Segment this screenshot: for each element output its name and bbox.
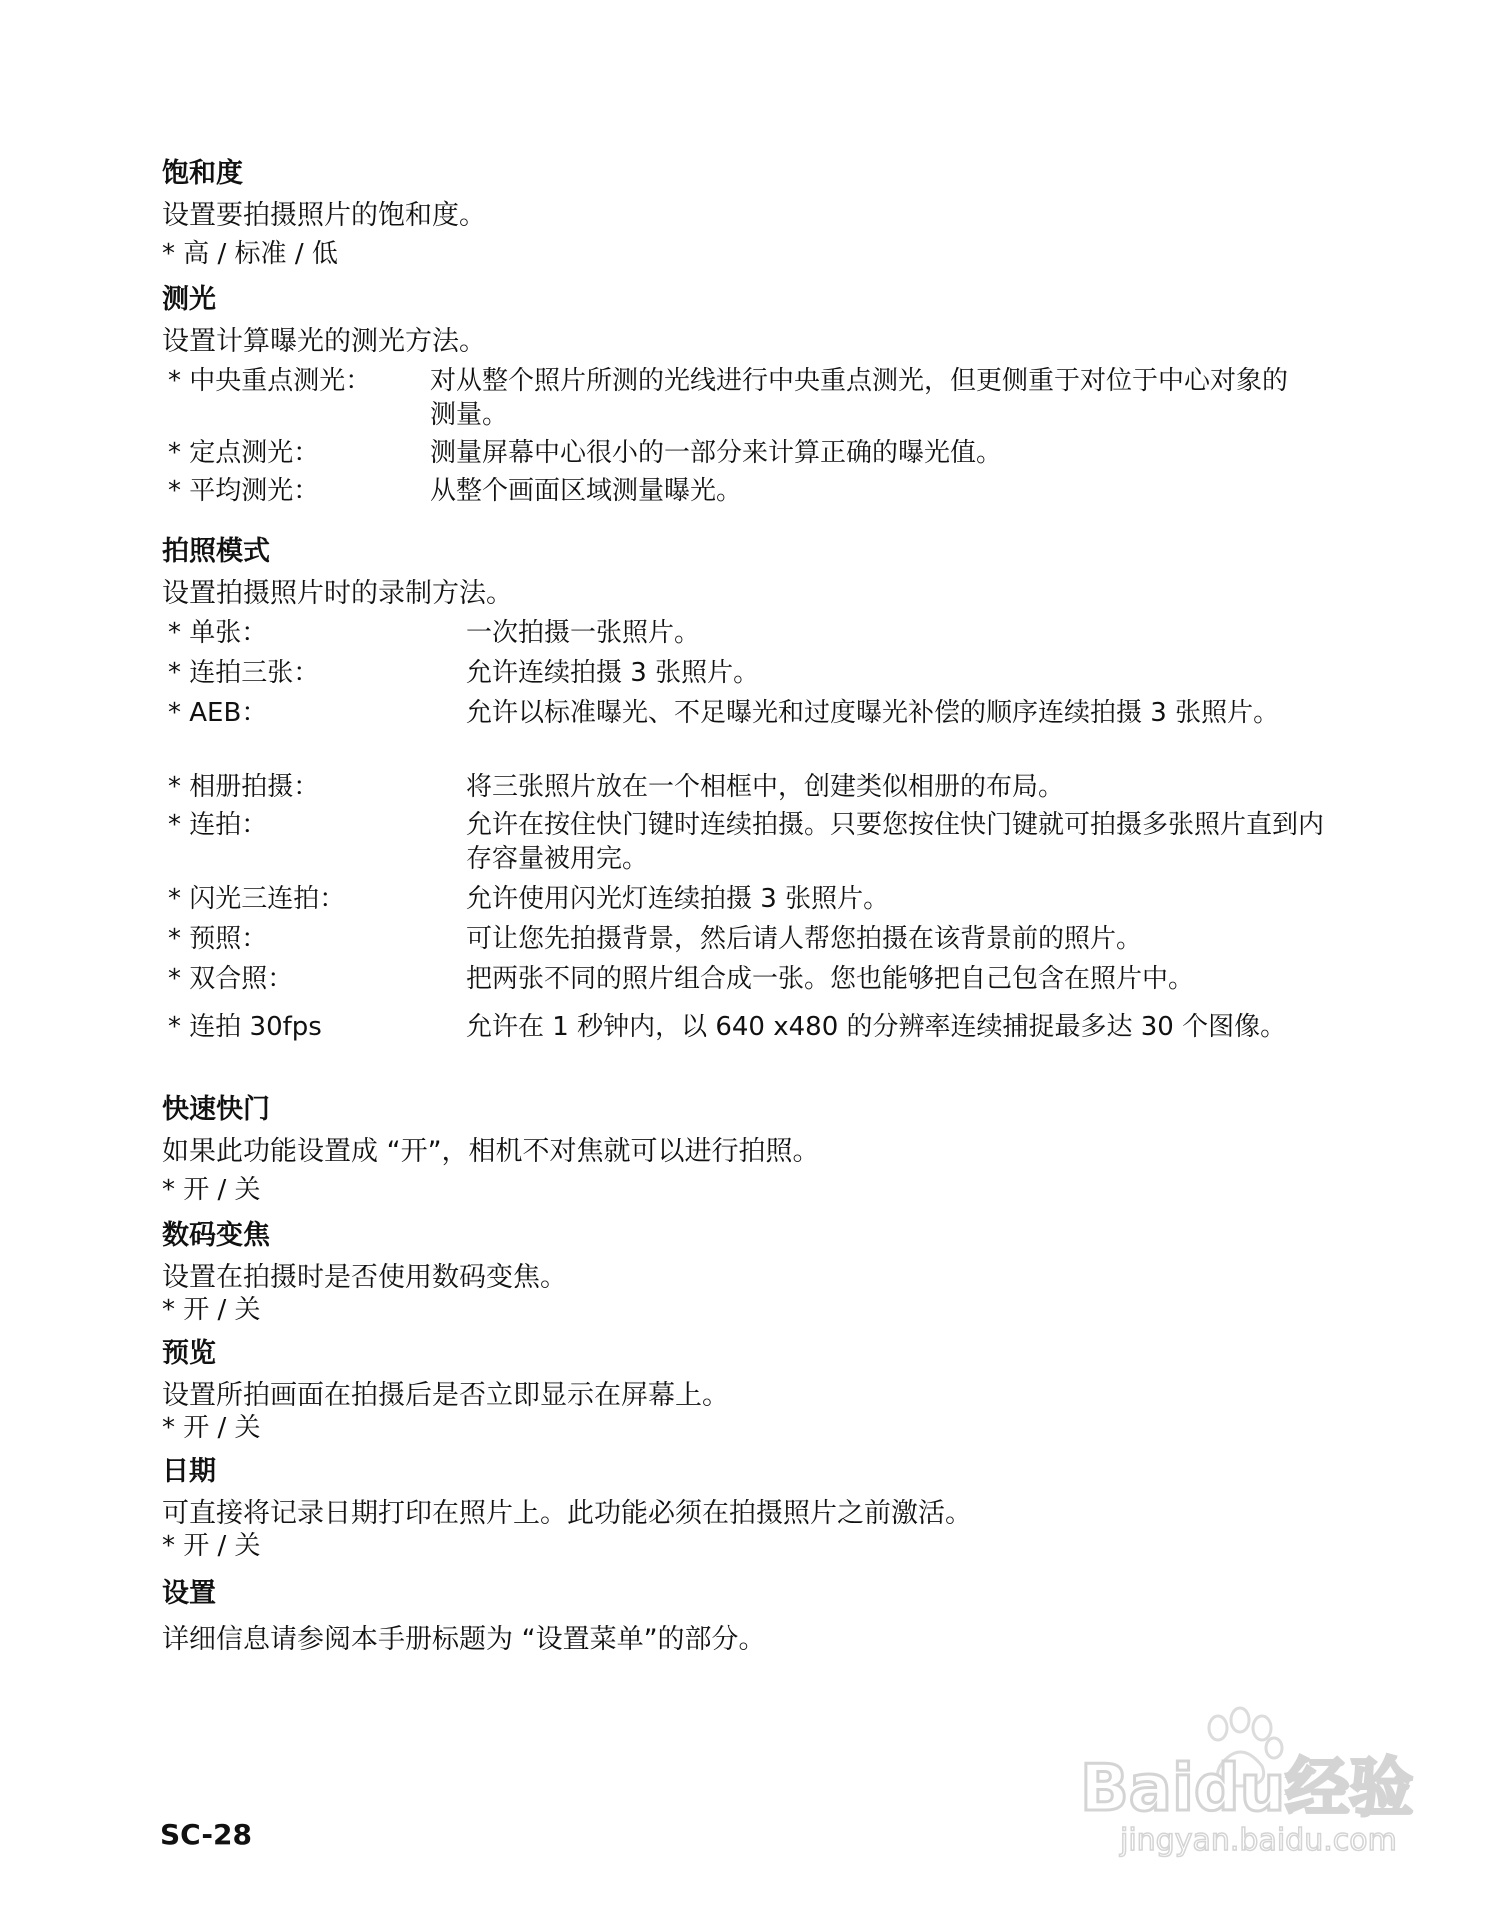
capture-mode-desc: 一次拍摄一张照片。 [466,618,701,648]
capture-mode-term: * 预照： [168,924,268,954]
capture-mode-term: * 连拍三张： [168,658,320,688]
section-desc-digital-zoom: 设置在拍摄时是否使用数码变焦。 [162,1262,567,1293]
capture-mode-desc: 把两张不同的照片组合成一张。您也能够把自己包含在照片中。 [466,964,1195,994]
capture-mode-desc: 将三张照片放在一个相框中，创建类似相册的布局。 [466,772,1065,802]
section-desc-date: 可直接将记录日期打印在照片上。此功能必须在拍摄照片之前激活。 [162,1498,972,1529]
section-options-preview: * 开 / 关 [162,1413,261,1443]
capture-mode-term: * 单张： [168,618,268,648]
metering-desc: 从整个画面区域测量曝光。 [430,476,743,506]
section-title-metering: 测光 [162,284,216,315]
section-options-date: * 开 / 关 [162,1531,261,1561]
capture-mode-desc: 允许以标准曝光、不足曝光和过度曝光补偿的顺序连续拍摄 3 张照片。 [466,698,1280,728]
section-desc-preview: 设置所拍画面在拍摄后是否立即显示在屏幕上。 [162,1380,729,1411]
section-title-saturation: 饱和度 [162,158,243,189]
section-title-setup: 设置 [162,1578,216,1609]
section-title-capture-mode: 拍照模式 [162,536,270,567]
metering-desc: 对从整个照片所测的光线进行中央重点测光，但更侧重于对位于中心对象的测量。 [430,366,1289,430]
svg-text:jingyan.baidu.com: jingyan.baidu.com [1120,1823,1397,1858]
capture-mode-term: * 相册拍摄： [168,772,320,802]
capture-mode-term: * 连拍 30fps [168,1012,322,1042]
section-desc-saturation: 设置要拍摄照片的饱和度。 [162,200,486,231]
capture-mode-desc: 允许连续拍摄 3 张照片。 [466,658,760,688]
section-title-preview: 预览 [162,1338,216,1369]
capture-mode-desc: 可让您先拍摄背景，然后请人帮您拍摄在该背景前的照片。 [466,924,1143,954]
section-desc-quick-shutter: 如果此功能设置成 “开”，相机不对焦就可以进行拍照。 [162,1136,820,1167]
section-title-quick-shutter: 快速快门 [162,1094,270,1125]
capture-mode-term: * 连拍： [168,810,268,840]
section-title-date: 日期 [162,1456,216,1487]
capture-mode-desc: 允许在按住快门键时连续拍摄。只要您按住快门键就可拍摄多张照片直到内存容量被用完。 [466,810,1325,874]
capture-mode-term: * 闪光三连拍： [168,884,346,914]
page-number: SC-28 [160,1818,252,1851]
section-options-saturation: * 高 / 标准 / 低 [162,239,338,269]
capture-mode-term: * AEB： [168,698,268,728]
baidu-jingyan-watermark-icon [1060,1700,1460,1860]
section-desc-capture-mode: 设置拍摄照片时的录制方法。 [162,578,513,609]
capture-mode-desc: 允许使用闪光灯连续拍摄 3 张照片。 [466,884,890,914]
capture-mode-desc: 允许在 1 秒钟内，以 640 x480 的分辨率连续捕捉最多达 30 个图像。 [466,1012,1287,1042]
capture-mode-term: * 双合照： [168,964,294,994]
section-desc-metering: 设置计算曝光的测光方法。 [162,326,486,357]
section-desc-setup: 详细信息请参阅本手册标题为 “设置菜单”的部分。 [162,1624,766,1655]
metering-term: * 中央重点测光： [168,366,372,396]
metering-desc: 测量屏幕中心很小的一部分来计算正确的曝光值。 [430,438,1003,468]
svg-text:Baidu经验: Baidu经验 [1080,1752,1414,1826]
section-title-digital-zoom: 数码变焦 [162,1220,270,1251]
metering-term: * 平均测光： [168,476,320,506]
metering-term: * 定点测光： [168,438,320,468]
section-options-quick-shutter: * 开 / 关 [162,1175,261,1205]
section-options-digital-zoom: * 开 / 关 [162,1295,261,1325]
